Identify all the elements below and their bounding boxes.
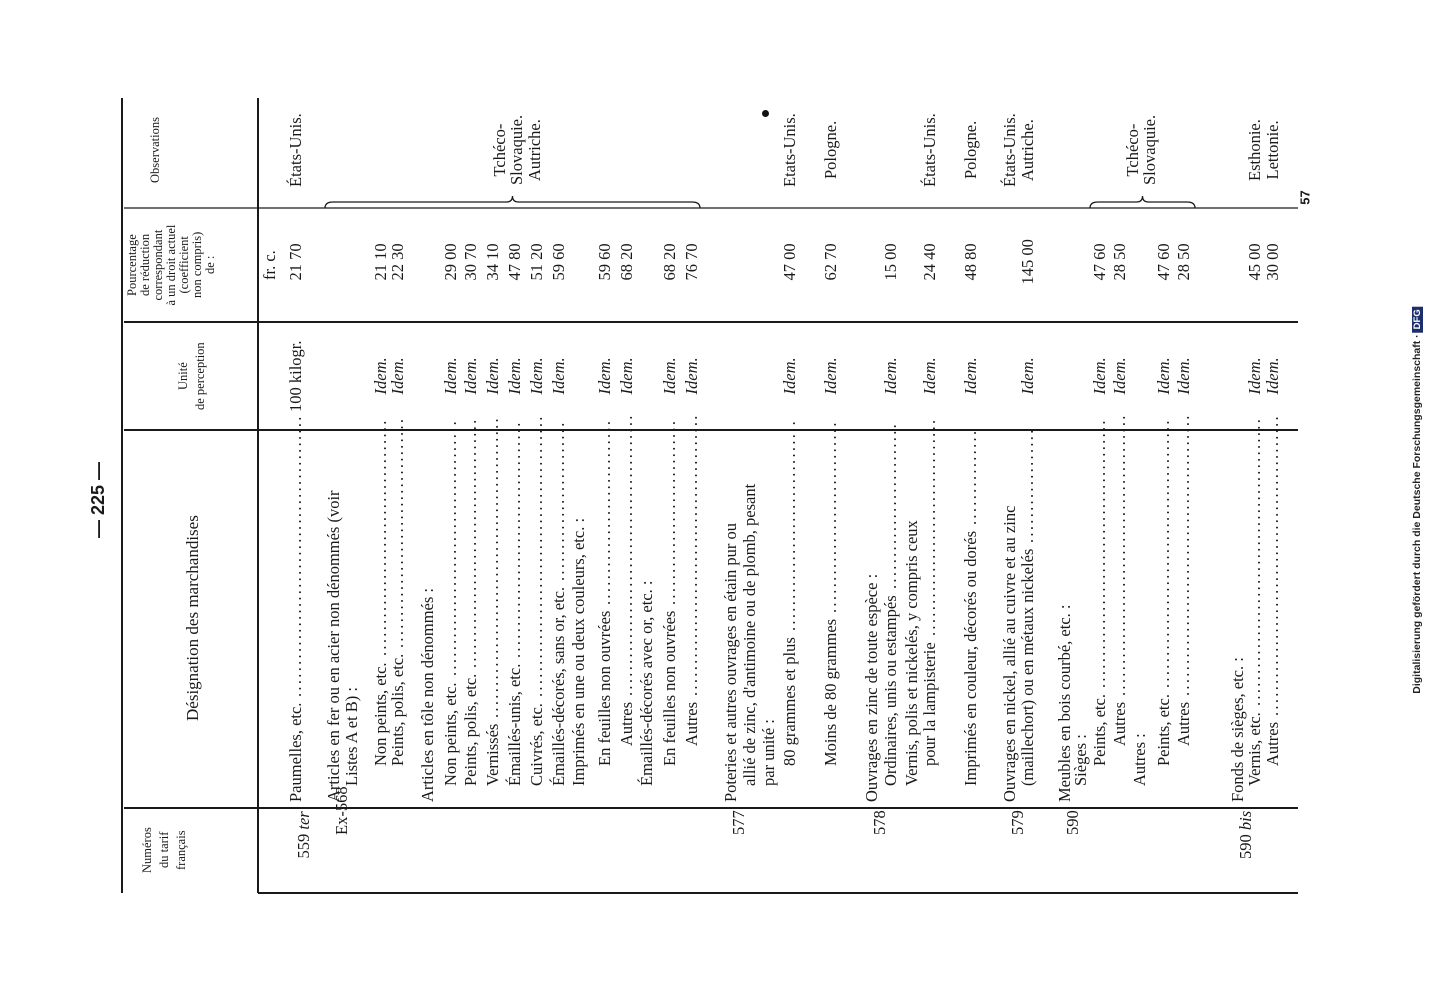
row-designation: Listes A et B) : (341, 687, 361, 786)
row-value: 29 00 (440, 243, 460, 281)
leader-dots: ........................................ (440, 419, 460, 676)
row-designation: allié de zinc, d'antimoine ou de plomb, pesant (739, 483, 759, 786)
row-value: 47 60 (1153, 243, 1173, 281)
leader-dots: .................. (1017, 427, 1037, 543)
header-col4-line: correspondant (150, 229, 165, 301)
row-observation: Esthonie. (1244, 119, 1264, 181)
row-unit: Idem. (1109, 357, 1129, 395)
row-designation: Ordinaires, unis ou estampés (880, 595, 900, 786)
row-number: 578 (870, 810, 889, 835)
bracket-observation: Tchéco- (489, 123, 509, 177)
currency-units: fr. c. (259, 250, 279, 280)
dfg-logo: DFG (1412, 306, 1423, 332)
row-unit: Idem. (1089, 357, 1109, 395)
row-designation: En feuilles non ouvrées (594, 610, 614, 766)
row-designation: Émaillés-décorés avec or, etc. : (636, 580, 656, 786)
row-designation: Émaillés-décorés, sans or, etc. (548, 586, 568, 786)
row-value: 28 50 (1173, 243, 1193, 281)
row-designation: Ouvrages en nickel, allié au cuivre et au zinc (999, 505, 1019, 802)
row-value: 15 00 (880, 243, 900, 281)
row-designation: Imprimés en une ou deux couleurs, etc. : (568, 517, 588, 786)
row-number: 579 (1008, 810, 1027, 835)
row-designation: Sièges : (1070, 734, 1090, 786)
leader-dots: ............................. (659, 418, 679, 605)
row-designation: Non peints, etc. (440, 682, 460, 786)
leader-dots: ................................. (779, 418, 799, 631)
leader-dots: ..................................... (370, 418, 390, 656)
header-designation: Désignation des marchandises (182, 515, 202, 721)
row-designation: Vernis, etc. (1244, 712, 1264, 786)
header-col4-line: de réduction (137, 233, 152, 296)
leader-dots: ............................................ (1173, 413, 1193, 696)
header-observations: Observations (147, 117, 162, 183)
row-unit: Idem. (880, 357, 900, 395)
row-number: Ex-568 (332, 786, 351, 835)
row-designation: Cuivrés, etc. (526, 703, 546, 786)
row-designation: par unité : (758, 719, 778, 786)
row-designation: Autres : (1129, 733, 1149, 786)
leader-dots: ............... (960, 428, 980, 525)
row-unit: Idem. (1017, 357, 1037, 395)
row-unit: Idem. (1153, 357, 1173, 395)
row-designation: Non peints, etc. (370, 662, 390, 766)
row-number: 590 (1063, 810, 1082, 835)
header-col4-line: à un droit actuel (163, 224, 178, 306)
row-designation: Paumelles, etc. (285, 702, 305, 802)
row-observation: Autriche. (1017, 119, 1037, 181)
leader-dots: .......................... (880, 421, 900, 589)
leader-dots: ............................................... (1262, 414, 1282, 716)
header-col3-line: de perception (192, 342, 207, 410)
row-designation: Peints, etc. (1153, 694, 1173, 766)
row-value: 51 20 (526, 243, 546, 281)
row-observation: États-Unis. (999, 113, 1019, 187)
row-unit: Idem. (482, 357, 502, 395)
leader-dots: .................................... (387, 416, 407, 648)
row-unit: 100 kilogr. (285, 340, 305, 412)
row-designation: Moins de 80 grammes (820, 618, 840, 766)
row-designation: Vernissés (482, 723, 502, 786)
row-designation: Fonds de sièges, etc. : (1227, 657, 1247, 802)
leader-dots: ............................................... (482, 416, 502, 718)
row-value: 145 00 (1017, 239, 1037, 285)
leader-dots: ............................................ (681, 413, 701, 696)
row-designation: Ouvrages en zinc de toute espèce : (861, 573, 881, 802)
row-unit: Idem. (1173, 357, 1193, 395)
row-value: 48 80 (960, 243, 980, 281)
row-value: 30 70 (460, 243, 480, 281)
leader-dots: .................................. (919, 417, 939, 636)
header-col1-line: du tarif (156, 831, 171, 868)
row-unit: Idem. (1262, 357, 1282, 395)
header-col1-line: Numéros (139, 827, 154, 873)
leader-dots: ..................................... (504, 420, 524, 658)
row-value: 28 50 (1109, 243, 1129, 281)
row-designation: Vernis, polis et nickelés, y compris ceux (901, 520, 921, 786)
row-unit: Idem. (919, 357, 939, 395)
row-designation: Autres (1109, 702, 1129, 746)
leader-dots: ............................................. (1244, 416, 1264, 706)
row-designation: pour la lampisterie (919, 642, 939, 766)
row-observation: Etats-Unis. (779, 113, 799, 187)
row-designation: Peints, polis, etc. (387, 653, 407, 766)
row-unit: Idem. (504, 357, 524, 395)
row-observation: Pologne. (820, 120, 840, 179)
row-designation: Articles en fer ou en acier non dénommés (voir (323, 490, 343, 802)
row-value: 30 00 (1262, 243, 1282, 281)
row-designation: Autres (1262, 722, 1282, 766)
row-designation: Peints, polis, etc. (460, 673, 480, 786)
row-designation: Peints, etc. (1089, 694, 1109, 766)
page-number: — 225 — (88, 461, 108, 538)
row-designation: Imprimés en couleur, décorés ou dorés (960, 530, 980, 786)
row-value: 22 30 (387, 243, 407, 281)
header-col4-line: Pourcentage (124, 234, 139, 296)
row-number: 590 bis (1236, 810, 1255, 859)
bracket-observation: Slovaquie. (506, 114, 526, 185)
row-observation: États-Unis. (285, 113, 305, 187)
row-value: 21 70 (285, 243, 305, 281)
header-col3-line: Unité (175, 362, 190, 390)
row-value: 59 60 (594, 243, 614, 281)
credit-text: Digitalisierung gefördert durch die Deutsche Forschungsgemeinschaft · (1411, 334, 1423, 694)
row-unit: Idem. (548, 357, 568, 395)
row-designation: 80 grammes et plus (779, 637, 799, 766)
row-designation: Autres (681, 702, 701, 746)
row-designation: Articles en tôle non dénommés : (417, 588, 437, 802)
row-designation: Émaillés-unis, etc. (504, 663, 524, 786)
digitization-credit (1411, 306, 1423, 693)
row-value: 47 60 (1089, 243, 1109, 281)
header-col4-line: non compris) (189, 231, 204, 298)
row-unit: Idem. (616, 357, 636, 395)
row-designation: Autres (1173, 702, 1193, 746)
row-unit: Idem. (820, 357, 840, 395)
leader-dots: .......................................... (1153, 418, 1173, 688)
header-col4-line: de : (202, 255, 217, 274)
bracket-observation: Autriche. (524, 119, 544, 181)
footnote-number: 57 (1297, 190, 1313, 205)
row-value: 34 10 (482, 243, 502, 281)
bracket-observation: Slovaquie. (1139, 114, 1159, 185)
row-value: 47 80 (504, 243, 524, 281)
leader-dots: ............................................ (526, 414, 546, 697)
row-value: 45 00 (1244, 243, 1264, 281)
row-observation: Pologne. (960, 120, 980, 179)
row-value: 76 70 (681, 243, 701, 281)
row-unit: Idem. (370, 357, 390, 395)
row-unit: Idem. (1244, 357, 1264, 395)
ink-dot (762, 110, 769, 117)
row-unit: Idem. (960, 357, 980, 395)
header-col1-line: français (173, 830, 188, 870)
row-value: 47 00 (779, 243, 799, 281)
row-value: 68 20 (616, 243, 636, 281)
row-designation: Meubles en bois courbé, etc. : (1054, 604, 1074, 802)
row-unit: Idem. (779, 357, 799, 395)
row-value: 62 70 (820, 243, 840, 281)
row-observation: États-Unis. (919, 113, 939, 187)
leader-dots: ....................................... (460, 417, 480, 668)
row-number: 559 ter (294, 811, 313, 859)
leader-dots: ............................................ (616, 413, 636, 696)
row-unit: Idem. (594, 357, 614, 395)
row-unit: Idem. (460, 357, 480, 395)
bracket-observation: Tchéco- (1122, 123, 1142, 177)
row-designation: Autres (616, 702, 636, 746)
leader-dots: ............................................ (1109, 413, 1129, 696)
row-unit: Idem. (440, 357, 460, 395)
row-value: 59 60 (548, 243, 568, 281)
row-unit: Idem. (681, 357, 701, 395)
row-unit: Idem. (387, 357, 407, 395)
leader-dots: ......................... (548, 420, 568, 581)
row-designation: (maillechort) ou en métaux nickelés (1017, 548, 1037, 786)
row-value: 68 20 (659, 243, 679, 281)
leader-dots: ............................. (594, 418, 614, 605)
leader-dots: ............................................ (285, 414, 305, 697)
header-col4-line: (coefficient (176, 236, 191, 294)
leader-dots: .............................. (820, 420, 840, 613)
row-unit: Idem. (526, 357, 546, 395)
row-value: 21 10 (370, 243, 390, 281)
row-designation: Poteries et autres ouvrages en étain pur ou (720, 522, 740, 802)
row-designation: En feuilles non ouvrées (659, 610, 679, 766)
row-value: 24 40 (919, 243, 939, 281)
row-observation: Lettonie. (1262, 120, 1282, 180)
row-number: 577 (729, 810, 748, 835)
leader-dots: .......................................... (1089, 418, 1109, 688)
row-unit: Idem. (659, 357, 679, 395)
